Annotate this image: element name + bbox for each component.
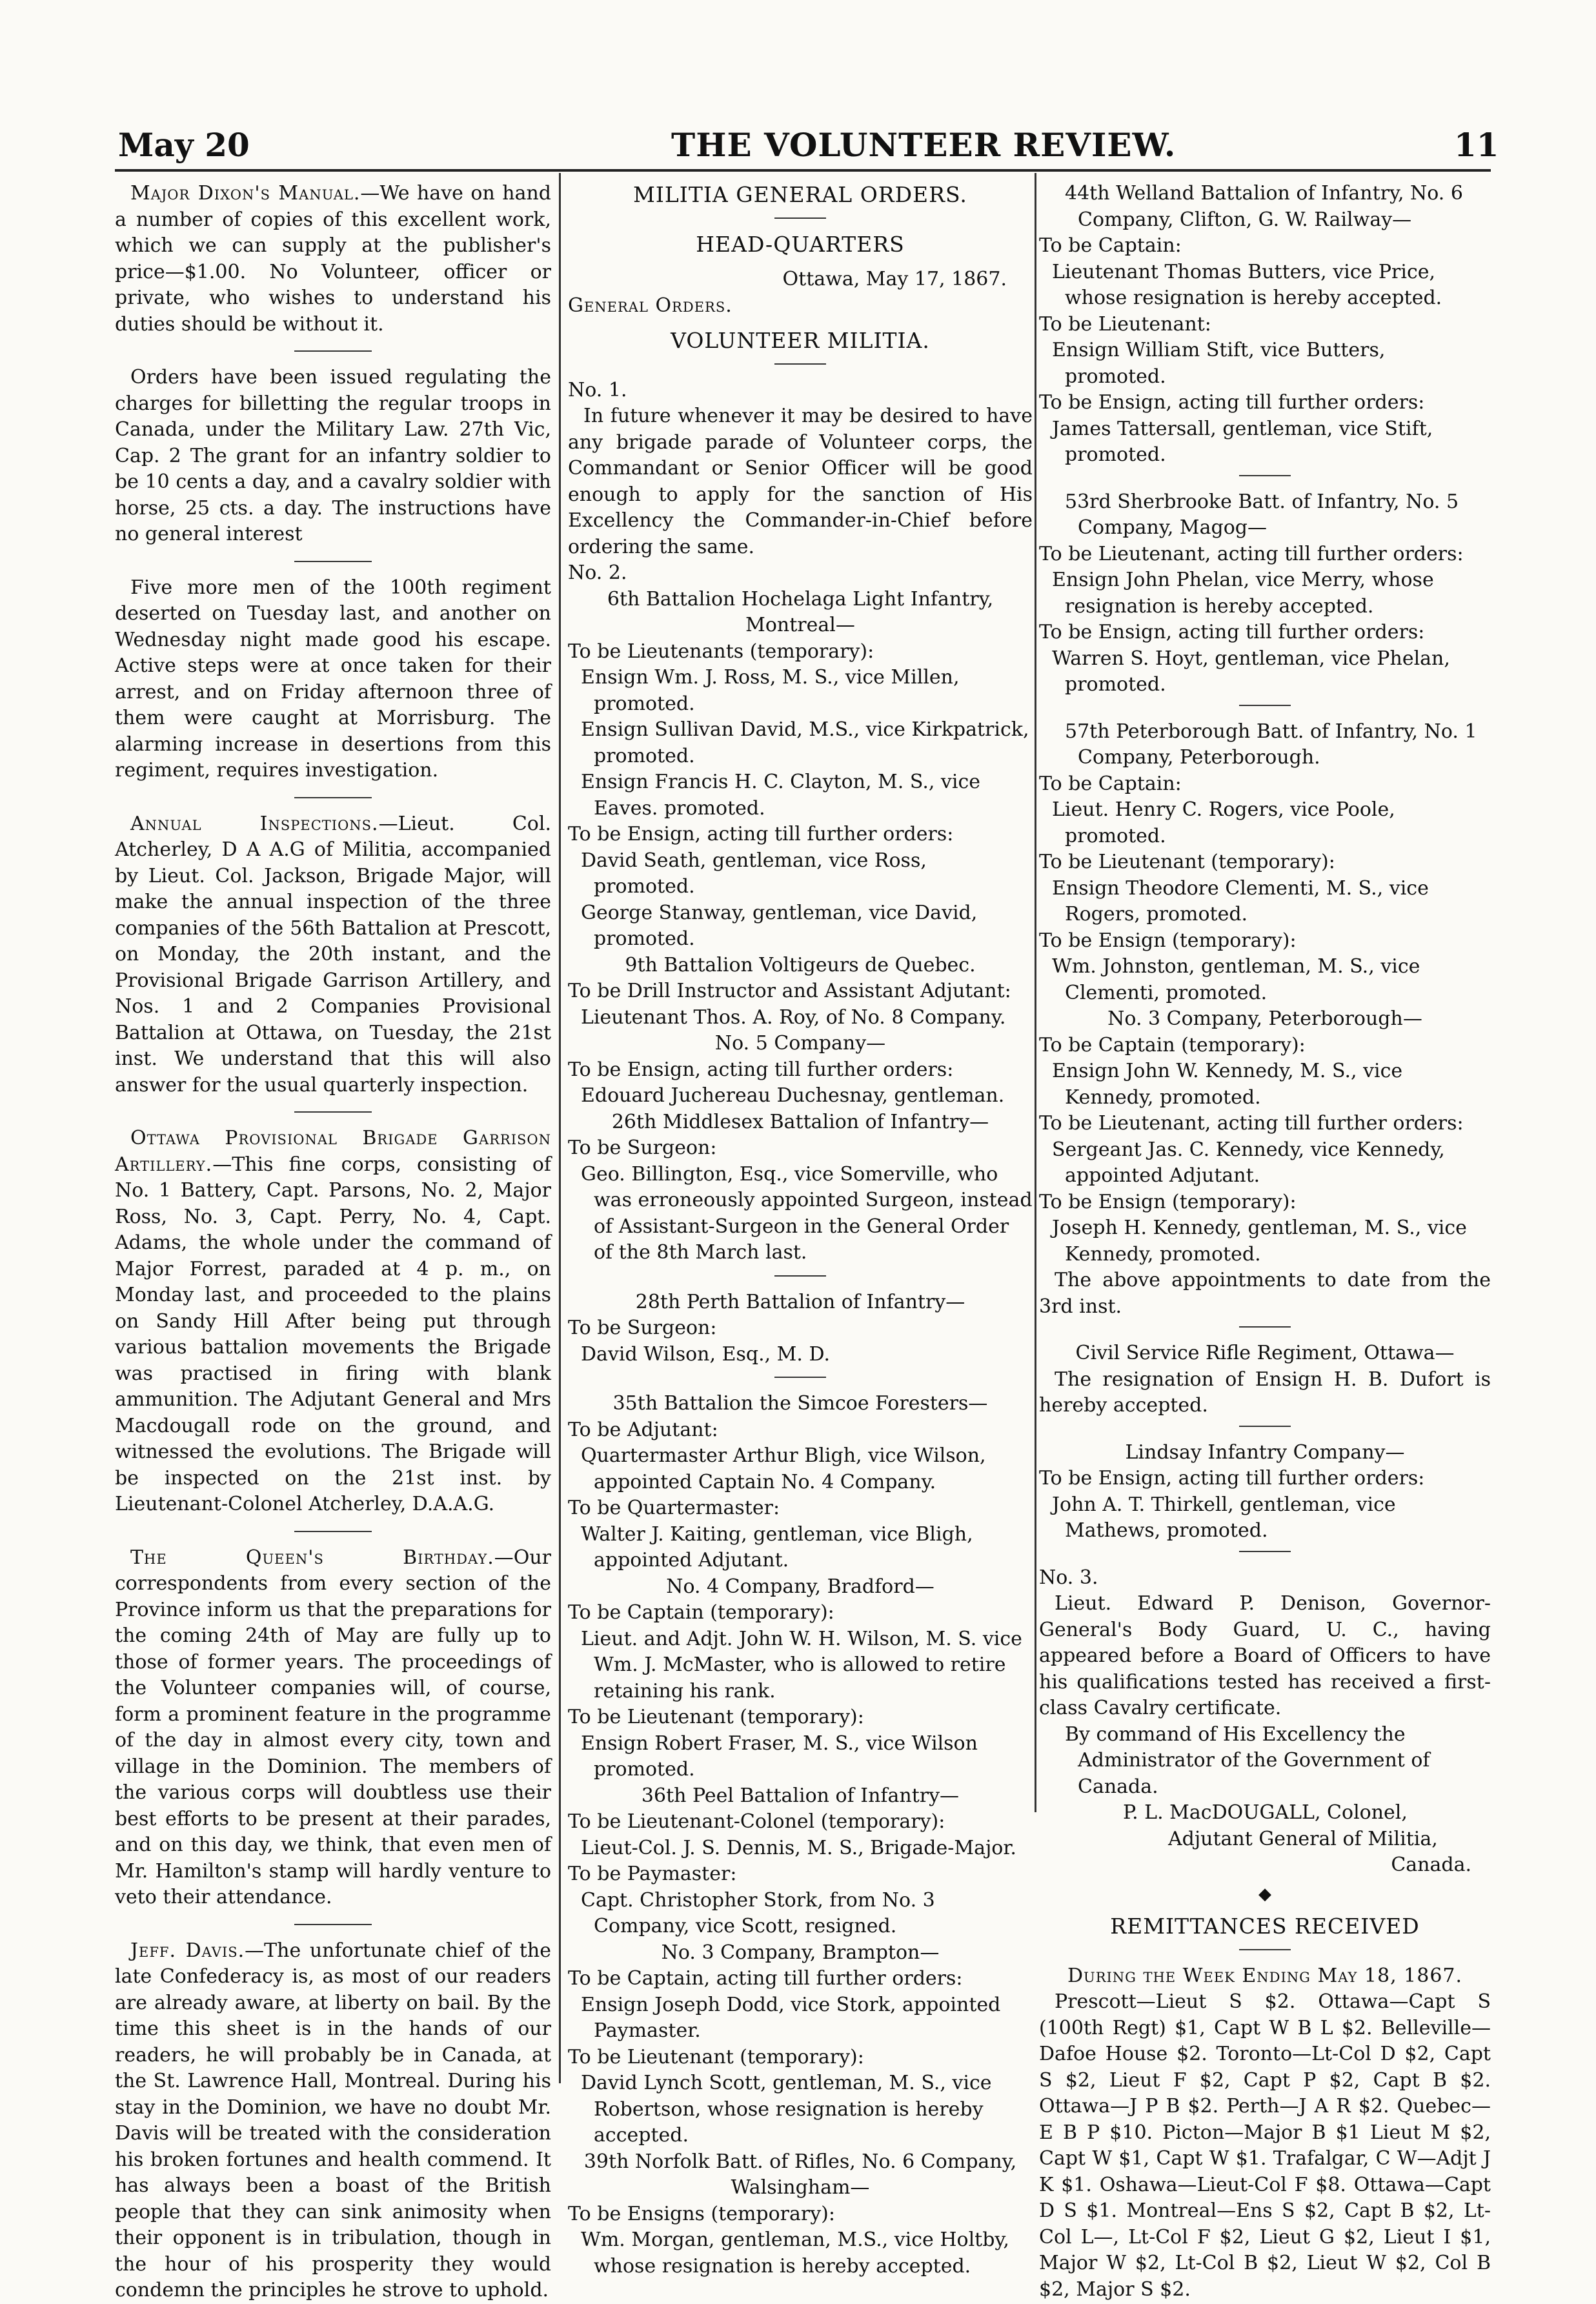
appointment-entry: John A. T. Thirkell, gentleman, vice Mathews, promoted. xyxy=(1052,1493,1396,1542)
column-divider-1 xyxy=(559,173,561,2083)
signature-country: Canada. xyxy=(1391,1854,1471,1876)
battalion-heading: 39th Norfolk Batt. of Rifles, No. 6 Company, Walsingham— xyxy=(583,2150,1017,2199)
separator xyxy=(294,1531,372,1532)
masthead-title: THE VOLUNTEER REVIEW. xyxy=(671,126,1177,164)
column-general-orders xyxy=(568,181,1033,2278)
news-item-desertions: Five more men of the 100th regiment deserted on Tuesday last, and another on Wednesday night made good his escape. Active steps were at once taken for their arrest, and on Friday afternoon three of them were caught at Morrisburg. The alarming increase in desertions from this regiment, requires investigation. xyxy=(115,576,551,782)
battalion-heading: 28th Perth Battalion of Infantry— xyxy=(635,1290,965,1313)
appointment-heading: To be Quartermaster: xyxy=(568,1497,780,1519)
appointment-entry: Geo. Billington, Esq., vice Somerville, who was erroneously appointed Surgeon, instead of Assistant-Surgeon in the General Order of the 8th March last. xyxy=(581,1162,1033,1264)
appointment-entry: David Seath, gentleman, vice Ross, promoted. xyxy=(581,849,927,898)
order-note: The above appointments to date from the 3rd inst. xyxy=(1039,1269,1491,1318)
appointment-heading: To be Ensign, acting till further orders: xyxy=(1039,621,1425,643)
appointment-entry: Quartermaster Arthur Bligh, vice Wilson, appointed Captain No. 4 Company. xyxy=(581,1444,986,1493)
signature-title: Adjutant General of Militia, xyxy=(1168,1827,1438,1850)
appointment-heading: To be Paymaster: xyxy=(568,1863,737,1885)
order-number: No. 2. xyxy=(568,561,627,584)
order-number: No. 1. xyxy=(568,378,627,401)
battalion-heading: 57th Peterborough Batt. of Infantry, No. 1 Company, Peterborough. xyxy=(1065,720,1477,769)
separator xyxy=(774,363,826,365)
appointment-entry: David Wilson, Esq., M. D. xyxy=(581,1342,830,1366)
by-command: By command of His Excellency the Administrator of the Government of Canada. xyxy=(1065,1723,1430,1798)
order-number: No. 3. xyxy=(1039,1566,1098,1589)
battalion-heading: Lindsay Infantry Company— xyxy=(1125,1440,1405,1464)
appointment-heading: To be Lieutenant (temporary): xyxy=(568,1706,864,1728)
separator xyxy=(1239,1949,1291,1950)
appointment-entry: Edouard Juchereau Duchesnay, gentleman. xyxy=(581,1084,1005,1107)
appointment-entry: David Lynch Scott, gentleman, M. S., vice Robertson, whose resignation is hereby accepted. xyxy=(581,2072,992,2147)
remittances-subtitle: During the Week Ending May 18, 1867. xyxy=(1067,1964,1463,1987)
separator xyxy=(294,561,372,562)
appointment-heading: To be Surgeon: xyxy=(568,1137,717,1159)
separator xyxy=(1239,1551,1291,1552)
header-rule xyxy=(115,169,1491,172)
appointment-entry: Ensign John W. Kennedy, M. S., vice Kennedy, promoted. xyxy=(1052,1060,1403,1109)
appointment-heading: To be Ensign, acting till further orders: xyxy=(1039,1467,1425,1490)
appointment-entry: Wm. Morgan, gentleman, M.S., vice Holtby, whose resignation is hereby accepted. xyxy=(581,2228,1009,2278)
appointment-entry: Walter J. Kaiting, gentleman, vice Bligh, appointed Adjutant. xyxy=(581,1522,973,1571)
separator xyxy=(774,1275,826,1277)
separator xyxy=(294,1111,372,1113)
appointment-heading: To be Surgeon: xyxy=(568,1317,717,1339)
news-item-jeff-davis: Jeff. Davis.—The unfortunate chief of the late Confederacy is, as most of our readers are already aware, at liberty on bail. By the time this sheet is in the hands of our readers, he will probably be in Canada, at the St. Lawrence Hall, Montreal. During his stay in the Dominion, we have no doubt Mr. Davis will be treated with the consideration his broken fortunes and health commend. It has always been a boast of the British people that they can sink animosity when their opponent is in tribulation, though in the hour of his prosperity they would condemn the principles he strove to uphold. xyxy=(115,1939,551,2301)
volunteer-militia-title: VOLUNTEER MILITIA. xyxy=(671,328,930,353)
appointment-heading: To be Ensign (temporary): xyxy=(1039,1190,1297,1213)
appointment-entry: Wm. Johnston, gentleman, M. S., vice Clementi, promoted. xyxy=(1052,955,1420,1004)
news-item-garrison-artillery: Ottawa Provisional Brigade Garrison Artillery.—This fine corps, consisting of No. 1 Battery, Capt. Parsons, No. 2, Major Ross, No. 3, Capt. Perry, No. 4, Capt. Adams, the whole under the command of Major Forrest, paraded at 4 p. m., on Monday last, and proceeded to the plains on Sandy Hill After being put through various battalion movements the Brigade was practised in firing with blank ammunition. The Adjutant General and Mrs Macdougall rode on the ground, and witnessed the evolutions. The Brigade will be inspected on the 21st inst. by Lieutenant-Colonel Atcherley, D.A.A.G. xyxy=(115,1127,551,1515)
appointment-entry: Ensign Sullivan David, M.S., vice Kirkpatrick, promoted. xyxy=(581,718,1029,767)
remittances-list: Prescott—Lieut S $2. Ottawa—Capt S (100th Regt) $1, Capt W B L $2. Belleville—Dafoe House $2. Toronto—Lt-Col D $2, Capt S $2, Lieut F $2, Capt P $2, Capt B $2. Ottawa—J P B $2. Perth—J A R $2. Quebec—E B P $10. Picton—Major B $1 Lieut M $2, Capt W $1, Capt W $1. Trafalgar, C W—Adjt J K $1. Oshawa—Lieut-Col F $8. Ottawa—Capt D S $1. Montreal—Ens S $2, Capt B $2, Lt-Col L—, Lt-Col F $2, Lieut G $2, Lieut I $1, Major W $2, Lt-Col B $2, Lieut W $2, Col B $2, Major S $2. xyxy=(1039,1990,1491,2301)
separator xyxy=(774,1377,826,1378)
appointment-entry: Sergeant Jas. C. Kennedy, vice Kennedy, appointed Adjutant. xyxy=(1052,1138,1445,1187)
separator xyxy=(774,217,826,219)
appointment-heading: To be Lieutenant-Colonel (temporary): xyxy=(568,1810,945,1833)
separator xyxy=(294,350,372,352)
appointment-entry: Capt. Christopher Stork, from No. 3 Company, vice Scott, resigned. xyxy=(581,1888,935,1937)
appointment-heading: To be Drill Instructor and Assistant Adjutant: xyxy=(568,980,1011,1002)
order-text: In future whenever it may be desired to have any brigade parade of Volunteer corps, the Commandant or Senior Officer will be good enough to apply for the sanction of His Excellency the Commander-in-Chief before ordering the same. xyxy=(568,405,1033,558)
separator xyxy=(1239,475,1291,476)
company-heading: No. 3 Company, Peterborough— xyxy=(1107,1007,1422,1030)
appointment-entry: Joseph H. Kennedy, gentleman, M. S., vice Kennedy, promoted. xyxy=(1052,1217,1467,1266)
battalion-heading: 53rd Sherbrooke Batt. of Infantry, No. 5 Company, Magog— xyxy=(1065,490,1459,539)
column-divider-2 xyxy=(1035,173,1036,1812)
appointment-entry: Lieut. and Adjt. John W. H. Wilson, M. S. vice Wm. J. McMaster, who is allowed to retire retaining his rank. xyxy=(581,1627,1022,1703)
battalion-heading: 9th Battalion Voltigeurs de Quebec. xyxy=(625,953,976,976)
appointment-heading: To be Lieutenant, acting till further orders: xyxy=(1039,1112,1464,1135)
appointment-entry: James Tattersall, gentleman, vice Stift, promoted. xyxy=(1052,417,1433,466)
dateline: Ottawa, May 17, 1867. xyxy=(782,268,1007,290)
appointment-entry: Ensign William Stift, vice Butters, promoted. xyxy=(1052,339,1386,388)
appointment-entry: Ensign John Phelan, vice Merry, whose resignation is hereby accepted. xyxy=(1052,569,1434,618)
appointment-heading: To be Captain: xyxy=(1039,234,1182,257)
appointment-heading: To be Captain: xyxy=(1039,772,1182,795)
appointment-heading: To be Lieutenant (temporary): xyxy=(1039,851,1335,873)
appointment-heading: To be Ensigns (temporary): xyxy=(568,2202,835,2225)
separator xyxy=(294,1924,372,1925)
appointment-entry: Lieutenant Thos. A. Roy, of No. 8 Company. xyxy=(581,1005,1006,1029)
appointment-heading: To be Ensign, acting till further orders: xyxy=(568,823,954,845)
column-orders-remittances xyxy=(1039,181,1491,2301)
battalion-heading: 26th Middlesex Battalion of Infantry— xyxy=(611,1110,989,1133)
column-news-items xyxy=(115,181,552,2301)
news-item-billeting: Orders have been issued regulating the charges for billetting the regular troops in Canada, under the Military Law. 27th Vic, Cap. 2 The grant for an infantry soldier to be 10 cents a day, and a cavalry soldier with horse, 25 cts. a day. The instructions have no general interest xyxy=(115,366,551,545)
issue-date: May 20 xyxy=(118,126,250,164)
appointment-heading: To be Lieutenant (temporary): xyxy=(568,2045,864,2068)
appointment-entry: Ensign Robert Fraser, M. S., vice Wilson promoted. xyxy=(581,1732,978,1781)
appointment-entry: Lieutenant Thomas Butters, vice Price, whose resignation is hereby accepted. xyxy=(1052,260,1442,309)
appointment-entry: Lieut-Col. J. S. Dennis, M. S., Brigade-Major. xyxy=(581,1836,1016,1859)
headquarters-title: HEAD-QUARTERS xyxy=(696,231,905,257)
appointment-entry: Ensign Joseph Dodd, vice Stork, appointed Paymaster. xyxy=(581,1993,1001,2042)
remittances-title: REMITTANCES RECEIVED xyxy=(1110,1914,1420,1939)
appointment-heading: To be Captain (temporary): xyxy=(568,1601,834,1624)
appointment-entry: Ensign Francis H. C. Clayton, M. S., vice Eaves. promoted. xyxy=(581,771,981,820)
ornament-divider: ◆ xyxy=(1258,1884,1271,1904)
appointment-heading: To be Ensign, acting till further orders: xyxy=(568,1058,954,1081)
section-title: MILITIA GENERAL ORDERS. xyxy=(633,182,967,207)
separator xyxy=(1239,1426,1291,1427)
appointment-entry: Lieut. Henry C. Rogers, vice Poole, promoted. xyxy=(1052,798,1395,847)
separator xyxy=(1239,705,1291,706)
general-orders-label: General Orders. xyxy=(568,294,732,317)
battalion-heading: 6th Battalion Hochelaga Light Infantry, xyxy=(607,587,994,611)
battalion-heading: 35th Battalion the Simcoe Foresters— xyxy=(612,1392,988,1415)
appointment-heading: To be Ensign, acting till further orders: xyxy=(1039,391,1425,414)
battalion-place: Montreal— xyxy=(745,614,855,636)
battalion-heading: 36th Peel Battalion of Infantry— xyxy=(641,1784,960,1807)
company-heading: No. 3 Company, Brampton— xyxy=(661,1941,940,1964)
news-item-dixons-manual: Major Dixon's Manual.—We have on hand a number of copies of this excellent work, which we can supply at the publisher's price—$1.00. No Volunteer, officer or private, who wishes to understand his duties should be without it. xyxy=(115,182,552,336)
separator xyxy=(294,797,372,798)
appointment-heading: To be Captain (temporary): xyxy=(1039,1033,1306,1056)
order-text: Lieut. Edward P. Denison, Governor-General's Body Guard, U. C., having appeared before a Board of Officers to have his qualifications tested has received a first-class Cavalry certificate. xyxy=(1039,1592,1491,1719)
battalion-heading: 44th Welland Battalion of Infantry, No. 6 Company, Clifton, G. W. Railway— xyxy=(1065,182,1463,231)
appointment-entry: George Stanway, gentleman, vice David, promoted. xyxy=(581,901,978,950)
news-item-inspections: Annual Inspections.—Lieut. Col. Atcherley, D A A.G of Militia, accompanied by Lieut. Col. Jackson, Brigade Major, will make the annual inspection of the three companies of the 56th Battalion at Prescott, on Monday, the 20th instant, and the Provisional Brigade Garrison Artillery, and Nos. 1 and 2 Companies Provisional Battalion at Ottawa, on Tuesday, the 21st inst. We understand that this will also answer for the usual quarterly inspection. xyxy=(115,812,551,1096)
battalion-heading: Civil Service Rifle Regiment, Ottawa— xyxy=(1075,1342,1455,1364)
company-heading: No. 4 Company, Bradford— xyxy=(666,1575,934,1598)
appointment-entry: Ensign Theodore Clementi, M. S., vice Rogers, promoted. xyxy=(1052,876,1429,925)
appointment-heading: To be Captain, acting till further orders: xyxy=(568,1967,963,1990)
appointment-heading: To be Lieutenant: xyxy=(1039,312,1211,336)
order-note: The resignation of Ensign H. B. Dufort is hereby accepted. xyxy=(1039,1368,1491,1417)
appointment-heading: To be Lieutenants (temporary): xyxy=(568,640,874,663)
appointment-heading: To be Lieutenant, acting till further orders: xyxy=(1039,542,1464,565)
appointment-heading: To be Ensign (temporary): xyxy=(1039,929,1297,952)
separator xyxy=(1239,1326,1291,1328)
page-number: 11 xyxy=(1454,126,1499,164)
company-heading: No. 5 Company— xyxy=(714,1032,886,1055)
signature-name: P. L. MacDOUGALL, Colonel, xyxy=(1123,1801,1408,1824)
appointment-entry: Ensign Wm. J. Ross, M. S., vice Millen, promoted. xyxy=(581,666,960,715)
appointment-heading: To be Adjutant: xyxy=(568,1418,718,1441)
appointment-entry: Warren S. Hoyt, gentleman, vice Phelan, promoted. xyxy=(1052,647,1450,696)
news-item-queens-birthday: The Queen's Birthday.—Our correspondents from every section of the Province inform us that the preparations for the coming 24th of May are fully up to those of former years. The proceedings of the Volunteer companies will, of course, form a prominent feature in the programme of the day in almost every city, town and village in the Dominion. The members of the various corps will doubtless use their best efforts to be present at their parades, and on this day, we think, that even men of Mr. Hamilton's stamp will hardly venture to veto their attendance. xyxy=(115,1546,551,1908)
